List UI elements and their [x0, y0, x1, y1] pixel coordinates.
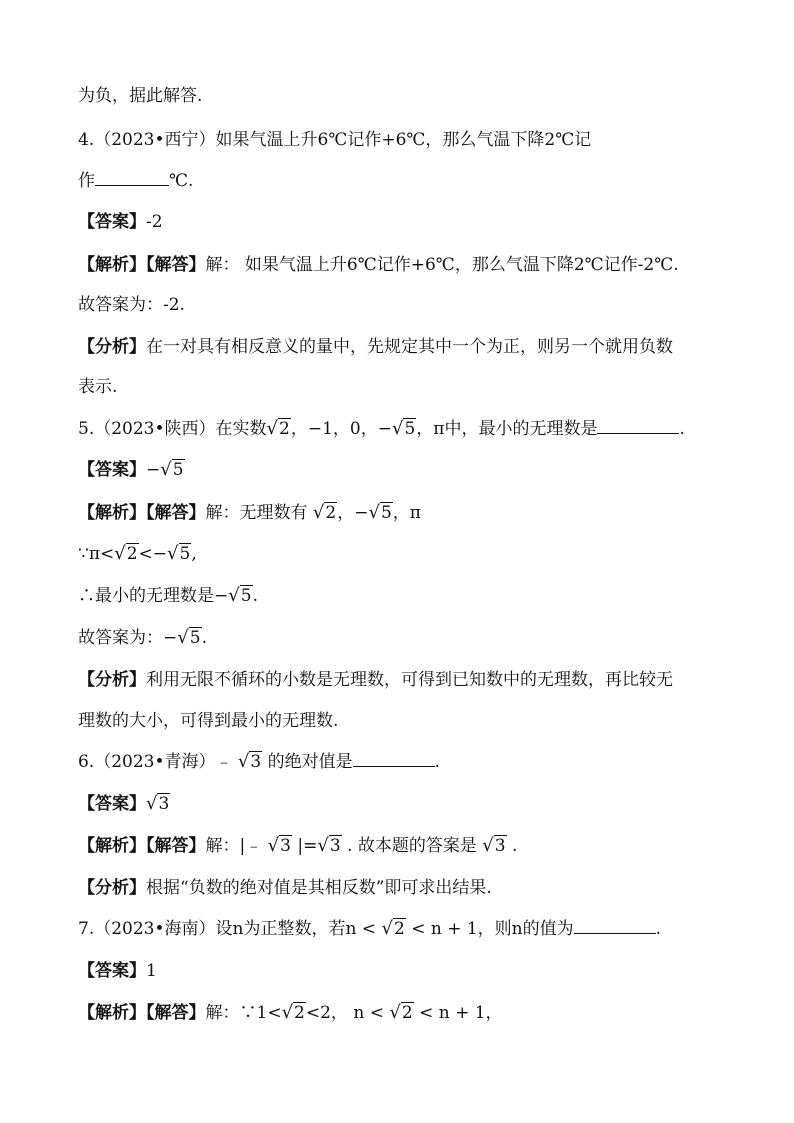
question-5-explanation: 【分析】利用无限不循环的小数是无理数，可得到已知数中的无理数，再比较无 — [78, 670, 673, 690]
question-5-explanation-cont: 理数的大小，可得到最小的无理数. — [78, 711, 339, 731]
sqrt-symbol: √3 — [267, 835, 291, 856]
question-4-analysis: 【解析】【解答】解： 如果气温上升6℃记作+6℃，那么气温下降2℃记作-2℃. — [78, 255, 679, 275]
question-5-stem: 5.（2023•陕西）在实数√2，−1，0，−√5，π中，最小的无理数是 . — [78, 418, 685, 439]
question-6-analysis: 【解析】【解答】解：|﹣ √3 |=√3 . 故本题的答案是 √3 . — [78, 835, 518, 856]
sqrt-symbol: √5 — [167, 543, 191, 564]
question-6-stem: 6.（2023•青海）﹣ √3 的绝对值是 . — [78, 751, 441, 772]
sqrt-symbol: √2 — [389, 1002, 413, 1023]
question-7-stem: 7.（2023•海南）设n为正整数，若n < √2 < n + 1，则n的值为 . — [78, 918, 662, 939]
answer-blank — [597, 419, 679, 434]
sqrt-symbol: √3 — [317, 835, 341, 856]
question-4-stem: 4.（2023•西宁）如果气温上升6℃记作+6℃，那么气温下降2℃记 — [78, 130, 592, 150]
question-4-answer: 【答案】-2 — [78, 212, 163, 232]
sqrt-symbol: √3 — [237, 751, 262, 772]
question-5-therefore: ∴最小的无理数是−√5. — [78, 585, 258, 606]
sqrt-symbol: √5 — [160, 459, 184, 480]
question-4-explanation-cont: 表示. — [78, 377, 118, 397]
sqrt-symbol: √5 — [368, 502, 392, 523]
question-5-because: ∵π<√2<−√5, — [78, 543, 197, 564]
sqrt-symbol: √2 — [381, 918, 405, 939]
question-4-explanation: 【分析】在一对具有相反意义的量中，先规定其中一个为正，则另一个就用负数 — [78, 337, 673, 357]
question-6-answer: 【答案】√3 — [78, 793, 170, 814]
sqrt-symbol: √2 — [281, 1002, 305, 1023]
question-7-answer: 【答案】1 — [78, 961, 157, 981]
question-5-conclusion: 故答案为：−√5. — [78, 627, 207, 648]
answer-blank — [95, 171, 169, 186]
sqrt-symbol: √5 — [228, 585, 252, 606]
sqrt-symbol: √2 — [312, 502, 337, 523]
question-5-answer: 【答案】−√5 — [78, 459, 184, 480]
question-4-stem-cont: 作 ℃. — [78, 171, 194, 191]
question-4-conclusion: 故答案为：-2. — [78, 295, 185, 315]
question-6-explanation: 【分析】根据“负数的绝对值是其相反数”即可求出结果. — [78, 878, 492, 898]
question-5-analysis: 【解析】【解答】解：无理数有 √2，−√5，π — [78, 502, 421, 523]
sqrt-symbol: √5 — [177, 627, 201, 648]
text-line: 为负，据此解答. — [78, 86, 203, 106]
sqrt-symbol: √3 — [146, 793, 170, 814]
question-7-analysis: 【解析】【解答】解：∵1<√2<2， n < √2 < n + 1， — [78, 1002, 503, 1023]
sqrt-symbol: √5 — [391, 418, 416, 439]
sqrt-symbol: √3 — [482, 835, 506, 856]
sqrt-symbol: √2 — [114, 543, 138, 564]
sqrt-symbol: √2 — [266, 418, 290, 439]
answer-blank — [353, 752, 435, 767]
answer-blank — [574, 919, 656, 934]
